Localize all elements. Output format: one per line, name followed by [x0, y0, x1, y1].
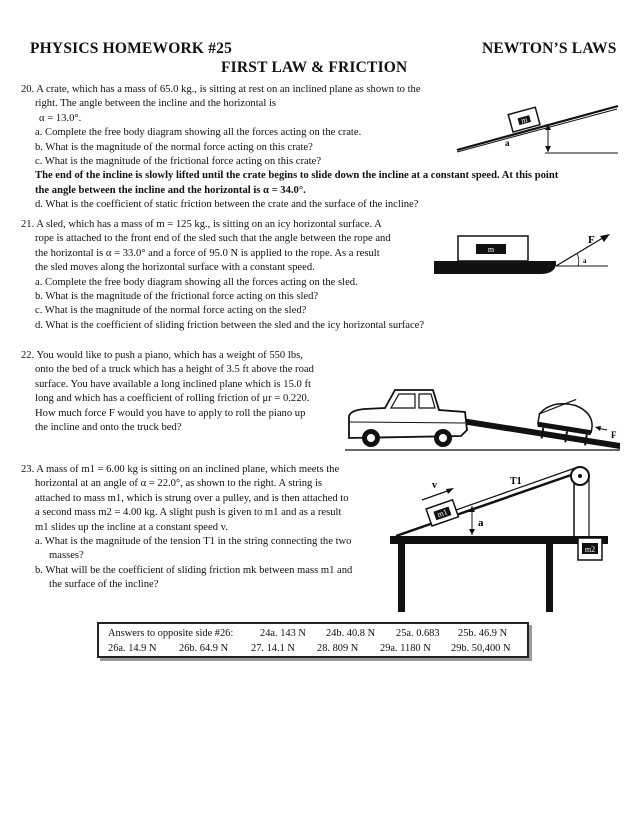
- answer-item: 25b. 46.9 N: [458, 628, 508, 639]
- problem-23-line: m1 slides up the incline at a constant speed v.: [35, 521, 228, 533]
- problem-21-line: the horizontal is α = 33.0° and a force of 95.0 N is applied to the rope. As a result: [35, 247, 380, 259]
- string: [456, 467, 578, 510]
- problem-22-line: onto the bed of a truck which has a height of 3.5 ft above the road: [35, 364, 314, 376]
- problem-20-bold-line: The end of the incline is slowly lifted until the crate begins to slide down the incline at a constant speed. At this point: [35, 170, 559, 182]
- problem-20-part-a: a. Complete the free body diagram showing all the forces acting on the crate.: [35, 127, 362, 139]
- problem-20-bold-line: the angle between the incline and the horizontal is α = 34.0°.: [35, 184, 306, 196]
- problem-22-line: 22. You would like to push a piano, which has a weight of 550 lbs,: [21, 350, 303, 361]
- force-label: F: [611, 430, 617, 440]
- problem-21-part-b: b. What is the magnitude of the frictional force acting on this sled?: [35, 291, 319, 303]
- answer-item: 25a. 0.683: [396, 628, 440, 639]
- table-leg: [546, 544, 553, 612]
- truck-piano-figure: [345, 360, 620, 460]
- problem-23-part-b: b. What will be the coefficient of sliding friction mk between mass m1 and: [35, 564, 353, 576]
- sled-mass-label: m: [487, 245, 495, 254]
- problem-20-part-b: b. What is the magnitude of the normal force acting on this crate?: [35, 141, 313, 153]
- problem-23-part-b-cont: the surface of the incline?: [49, 579, 159, 591]
- problem-22-line: long and which has a coefficient of rolling friction of μr = 0.220.: [35, 393, 310, 405]
- page-title: PHYSICS HOMEWORK #25: [30, 40, 233, 57]
- answer-item: 27. 14.1 N: [251, 643, 295, 654]
- mass-m1: [426, 500, 458, 526]
- incline-surface: [396, 474, 574, 536]
- problem-20-part-d: d. What is the coefficient of static friction between the crate and the surface of the incline?: [35, 199, 419, 211]
- problem-22-line: surface. You have available a long inclined plane which is 15.0 ft: [35, 378, 311, 390]
- problem-21-part-a: a. Complete the free body diagram showing all the forces acting on the sled.: [35, 276, 358, 288]
- velocity-arrow: [422, 490, 450, 500]
- problem-22: [21, 349, 314, 435]
- problem-20-part-c: c. What is the magnitude of the frictional force acting on this crate?: [35, 156, 322, 168]
- problem-20-angle: α = 13.0°.: [39, 112, 82, 124]
- answers-box: [97, 622, 529, 658]
- m1-label: m1: [436, 507, 449, 520]
- problem-23-line: a second mass m2 = 4.00 kg. A slight push is given to m1 and as a result: [35, 507, 342, 519]
- sled-runner: [434, 261, 556, 274]
- pickup-truck: [349, 390, 467, 447]
- problem-22-line: the incline and onto the truck bed?: [35, 422, 182, 434]
- problem-23-line: horizontal at an angle of α = 22.0°, as shown to the right. A string is: [35, 478, 323, 490]
- problem-21-part-c: c. What is the magnitude of the normal force acting on the sled?: [35, 305, 307, 317]
- tension-label: T1: [510, 476, 522, 487]
- answer-item: 26b. 64.9 N: [179, 643, 229, 654]
- problem-21: [21, 218, 424, 333]
- problem-23-part-a-cont: masses?: [49, 550, 84, 562]
- answer-item: 24b. 40.8 N: [326, 628, 376, 639]
- problem-23: [21, 463, 352, 593]
- problem-20-line: right. The angle between the incline and the horizontal is: [35, 98, 277, 110]
- answer-item: 26a. 14.9 N: [108, 643, 157, 654]
- answer-item: 24a. 143 N: [260, 628, 306, 639]
- problem-21-line: rope is attached to the front end of the sled such that the angle between the rope and: [35, 233, 391, 245]
- velocity-label: v: [432, 480, 437, 491]
- table-leg: [398, 544, 405, 612]
- angle-label: a: [478, 517, 484, 529]
- incline-surface: [457, 106, 618, 150]
- problem-21-line: the sled moves along the horizontal surface with a constant speed.: [35, 262, 315, 274]
- table-top: [390, 536, 608, 544]
- grand-piano: [536, 394, 596, 446]
- problem-20-line: 20. A crate, which has a mass of 65.0 kg., is sitting at rest on an inclined plane as shown to the: [21, 84, 421, 95]
- page-subtitle: FIRST LAW & FRICTION: [221, 59, 408, 76]
- problem-23-line: 23. A mass of m1 = 6.00 kg is sitting on an inclined plane, which meets the: [21, 464, 340, 475]
- answer-item: 29a. 1180 N: [380, 643, 431, 654]
- problem-22-line: How much force F would you have to apply to roll the piano up: [35, 407, 306, 419]
- problem-21-line: 21. A sled, which has a mass of m = 125 kg., is sitting on an icy horizontal surface. A: [21, 219, 382, 230]
- force-arrowhead: [600, 234, 610, 242]
- problem-23-part-a: a. What is the magnitude of the tension T1 in the string connecting the two: [35, 536, 352, 548]
- angle-label: a: [505, 138, 510, 148]
- answer-item: 28. 809 N: [317, 643, 359, 654]
- problem-21-part-d: d. What is the coefficient of sliding friction between the sled and the icy horizontal surface?: [35, 319, 425, 331]
- sled-figure: [428, 222, 618, 278]
- crate-label: m: [520, 114, 529, 126]
- rope: [556, 236, 606, 266]
- answer-item: 29b. 50,400 N: [451, 643, 511, 654]
- force-label: F: [588, 234, 595, 246]
- m2-label: m2: [584, 545, 596, 554]
- topic-title: NEWTON’S LAWS: [482, 40, 617, 57]
- problem-23-line: attached to mass m1, which is strung over a pulley, and is then attached to: [35, 492, 349, 504]
- pulley-incline-figure: [388, 464, 620, 612]
- angle-label: a: [583, 257, 587, 265]
- incline-crate-figure: [455, 88, 620, 160]
- answers-heading: Answers to opposite side #26:: [108, 628, 234, 639]
